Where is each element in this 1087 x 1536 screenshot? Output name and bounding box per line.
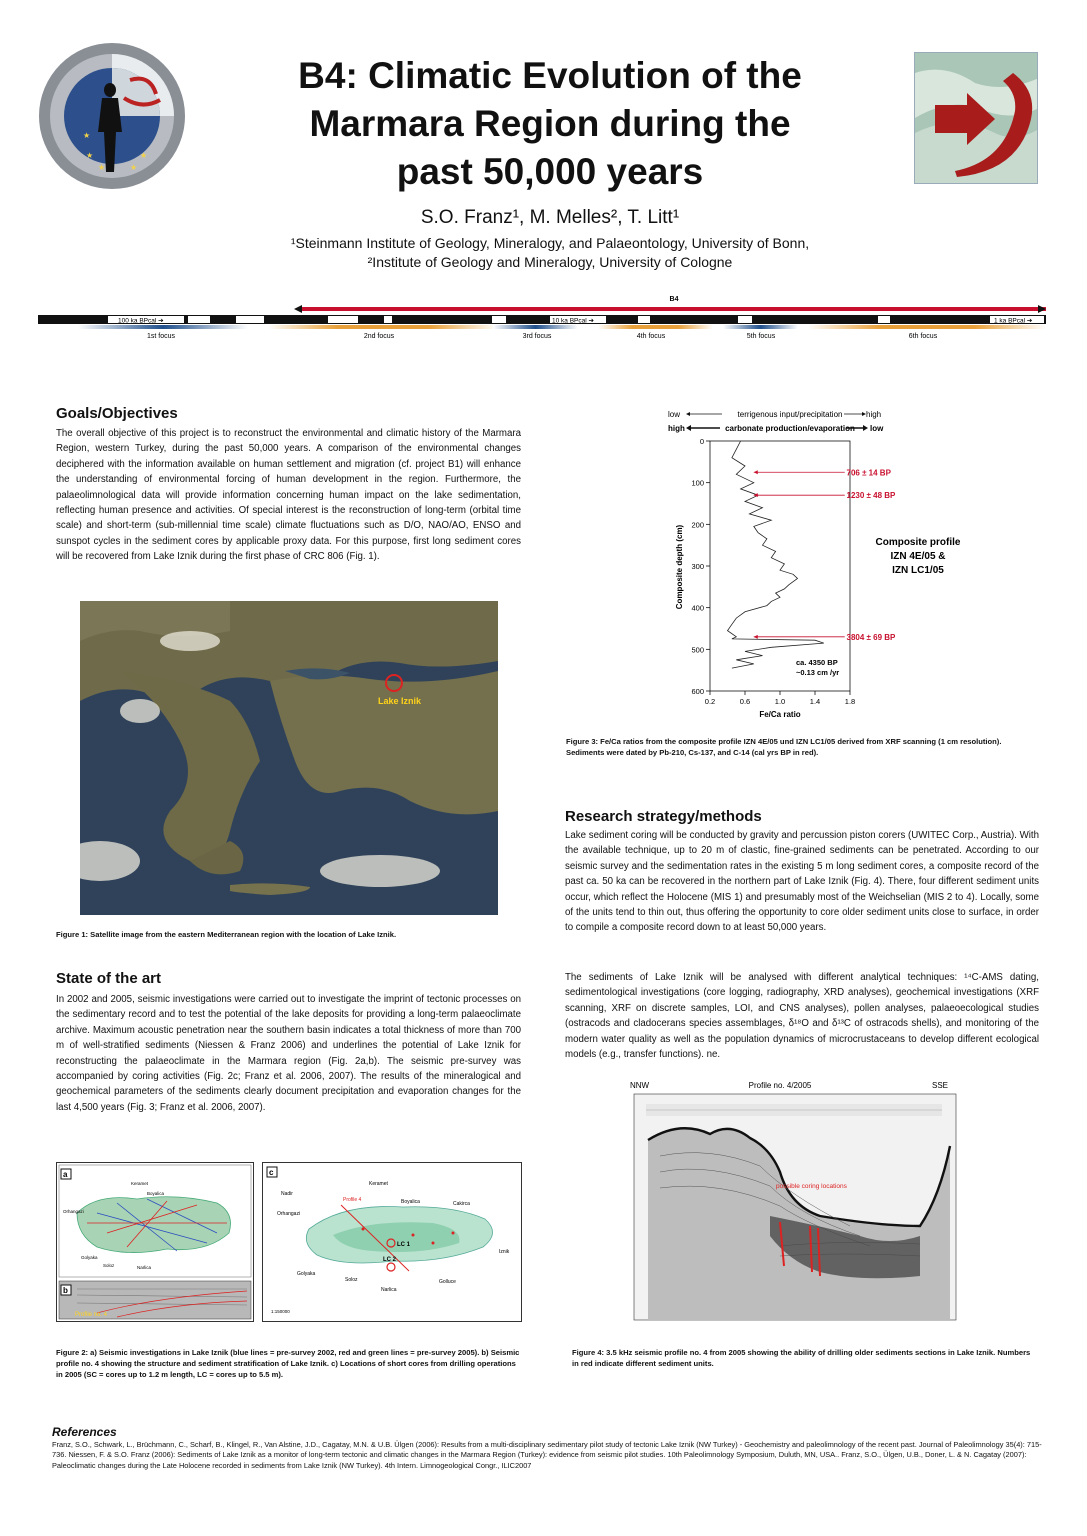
- date-label: 1230 ± 48 BP: [846, 491, 896, 501]
- fig4-coring-label: possible coring locations: [776, 1183, 847, 1190]
- goals-text: The overall objective of this project is to reconstruct the environmental and climatic history of the Marmara Region, western Turkey, during the past 50,000 years. A comparison of the environmental changes deciphered with the information available on human settlement and migration (cf. project B1) will enhance the understanding of environmental forcing of human development in the region. Furthermore, the palaeolimnological data will provide information concerning human impact on the lake sedimentation, reflecting human presence and activities. Of special interest is the reconstruction of long-term (orbital time scale) and short-term (sub-millennial time scale) climate fluctuations such as D/O, NAO/AO, ENSO and sunspot cycles in the sediment cores by applicable proxy data. For this purpose, first long sediment cores will be recovered from Lake Iznik during the first phase of CRC 806 (Fig. 1).: [56, 428, 521, 563]
- x-tick-label: 1.4: [809, 697, 821, 706]
- fig2-cakirca: Cakirca: [453, 1201, 470, 1207]
- fig2-profile4: Profile 4: [343, 1197, 362, 1203]
- figure-2-caption: Figure 2: a) Seismic investigations in Lake Iznik (blue lines = pre-survey 2002, red and green lines = pre-survey 2005). b) Seismic profile no. 4 showing the structure and sediment stratification of Lake Iznik. c) Locations of short cores from drilling operations in 2005 (SC = cores up to 1.2 m length, LC = cores up to 5.5 m).: [56, 1348, 520, 1379]
- fig2-boyalica-a: Boyalica: [147, 1191, 165, 1196]
- y-tick-label: 400: [691, 603, 704, 613]
- date-label: 706 ± 14 BP: [846, 468, 891, 478]
- date-label: 3804 ± 69 BP: [846, 632, 896, 642]
- fig2-soloz: Soloz: [345, 1277, 358, 1283]
- fig2-orhangazi: Orhangazi: [277, 1211, 301, 1217]
- research-text-2: The sediments of Lake Iznik will be analysed with different analytical techniques: ¹⁴C-AMS dating, sedimentological investigations (core logging, radiography, XRD analyses), geochemical investigations (XRF scanning, XRF on discrete samples, LOI, and CNS analyses), pollen analyses, palaeoecological studies (ostracods and cladocerans species assemblages, δ¹⁸O and δ¹³C of ostracods shells), and monitoring of the modern water quality as well as the population dynamics of microcrustaceans to develop different ecological models (e.g., transfer functions). ne.: [565, 972, 1039, 1061]
- fig3-profile-label1: Composite profile: [875, 537, 961, 548]
- poster-title: B4: Climatic Evolution of the Marmara Region during the past 50,000 years: [298, 55, 802, 192]
- fig3-plot-area: [710, 441, 850, 691]
- fig2-lc1: LC 1: [397, 1242, 411, 1248]
- y-tick-label: 200: [691, 520, 704, 530]
- focus-4: 4th focus: [636, 333, 666, 340]
- timeline-b4-label: B4: [669, 296, 679, 303]
- figure-2-panels-ab: [56, 1162, 254, 1322]
- map-logo: [914, 52, 1038, 184]
- x-tick-label: 0.6: [739, 697, 751, 706]
- fig3-top-high: high: [866, 410, 882, 419]
- fig3-top-low: low: [668, 410, 681, 419]
- panel-c-label: c: [269, 1168, 274, 1177]
- figure-4-caption: Figure 4: 3.5 kHz seismic profile no. 4 from 2005 showing the ability of drilling older sediments sections in Lake Iznik. Numbers in red indicate different sediment units.: [572, 1348, 1031, 1368]
- svg-text:★: ★: [98, 163, 106, 172]
- panel-a-label: a: [63, 1170, 68, 1179]
- focus-3: 3rd focus: [522, 333, 552, 340]
- references-heading: References: [52, 1425, 117, 1439]
- figure-1-caption: Figure 1: Satellite image from the eastern Mediterranean region with the location of Lake Iznik.: [56, 930, 397, 939]
- svg-text:★: ★: [130, 163, 138, 172]
- focus-1: 1st focus: [146, 333, 176, 340]
- fig3-top-mid: terrigenous input/precipitation: [737, 410, 843, 419]
- fig2-boyalica: Boyalica: [401, 1199, 420, 1205]
- x-tick-label: 1.0: [774, 697, 786, 706]
- fig3-ylabel: Composite depth (cm): [675, 524, 684, 610]
- authors: S.O. Franz¹, M. Melles², T. Litt¹: [420, 207, 680, 228]
- fig2-keramet: Keramet: [369, 1181, 388, 1187]
- fig2-golyaka-a: Golyaka: [81, 1255, 98, 1260]
- focus-2: 2nd focus: [363, 333, 395, 340]
- y-tick-label: 0: [699, 437, 704, 446]
- date-marker-arrow: [754, 635, 758, 639]
- focus-6: 6th focus: [908, 333, 938, 340]
- research-heading: Research strategy/methods: [565, 808, 762, 825]
- fig2-orhangazi-a: Orhangazi: [63, 1209, 84, 1214]
- state-of-art-text: In 2002 and 2005, seismic investigations were carried out to investigate the imprint of tectonic processes on the sedimentary record and to test the potential of the lake deposits for providing a long-term palaeoclimate archive. Maximum acoustic penetration near the southern basin indicates a total thickness of more than 700 m of well-stratified sediments (Niessen & Franz 2006) and underlines the potential of Lake Iznik for reconstructing the palaeoclimate in the Marmara region (Fig. 2a,b). The seismic pre-survey was accompanied by coring activities (Fig. 2c; Franz et al. 2006, 2007). The results of the mineralogical and geochemical parameters of the sediments clearly document precipitation and evaporation changes for the last 4,500 years (Fig. 3; Franz et al. 2006, 2007).: [56, 994, 521, 1113]
- fig2-scale: 1:150000: [271, 1309, 290, 1314]
- y-tick-label: 300: [691, 562, 704, 571]
- lake-iznik-label: Lake Iznik: [378, 696, 422, 706]
- fig4-nnw: NNW: [630, 1081, 650, 1090]
- fig2-keramet-a: Keramet: [131, 1181, 149, 1186]
- fig2-iznik: Iznik: [499, 1249, 510, 1255]
- fig3-profile-label3: IZN LC1/05: [892, 565, 944, 576]
- svg-text:★: ★: [140, 151, 148, 160]
- fig2-soloz-a: Soloz: [103, 1263, 115, 1268]
- panel-b-label: b: [63, 1286, 68, 1295]
- figure-2-panel-c: [262, 1162, 522, 1322]
- marker-100ka: 100 ka BPcal ➔: [118, 317, 164, 325]
- marker-10ka: 10 ka BPcal ➔: [552, 317, 594, 325]
- fig4-sse: SSE: [932, 1081, 949, 1090]
- x-tick-label: 1.8: [844, 697, 856, 706]
- fig2-golyaka: Golyaka: [297, 1271, 316, 1277]
- fig3-profile-label2: IZN 4E/05 &: [890, 551, 946, 562]
- svg-text:★: ★: [83, 131, 91, 140]
- fig2-narlica-a: Narlica: [137, 1265, 152, 1270]
- fig3-second-low: low: [870, 424, 884, 433]
- fe-ca-series-line: [728, 441, 824, 668]
- fig2-nadir: Nadir: [281, 1191, 293, 1197]
- affiliation-2: ²Institute of Geology and Mineralogy, University of Cologne: [367, 254, 733, 270]
- figure-3-caption: Figure 3: Fe/Ca ratios from the composite profile IZN 4E/05 und IZN LC1/05 derived from XRF scanning (1 cm resolution). Sediments were dated by Pb-210, Cs-137, and C-14 (cal yrs BP in red).: [566, 737, 1002, 757]
- fig2-narlica: Narlica: [381, 1287, 397, 1293]
- fig3-note1: ca. 4350 BP: [796, 658, 838, 667]
- focus-5: 5th focus: [746, 333, 776, 340]
- fig2-lc2: LC 2: [383, 1257, 397, 1263]
- fig3-second-high: high: [668, 424, 685, 433]
- marker-1ka: 1 ka BPcal ➔: [994, 317, 1033, 325]
- svg-text:★: ★: [86, 151, 94, 160]
- profile-no4-label: Profile no. 4: [75, 1312, 108, 1318]
- fig3-xlabel: Fe/Ca ratio: [759, 710, 801, 719]
- fig3-second-mid: carbonate production/evaporation: [725, 424, 855, 433]
- satellite-image: [80, 601, 498, 915]
- project-timeline: [38, 292, 1048, 348]
- crc-logo: [38, 42, 186, 190]
- fe-ca-chart: [660, 405, 1040, 725]
- fig3-note2: ~0.13 cm /yr: [796, 668, 840, 677]
- research-text-1: Lake sediment coring will be conducted by gravity and percussion piston corers (UWITEC Corp., Austria). With the available technique, up to 20 m of clastic, fine-grained sediments can be penetrated. According to our seismic survey and the sedimentation rates in the existing 5 m long sediment cores, a composite record of the past ca. 50 ka can be recovered in the northern part of Lake Iznik (Fig. 4). There, four different sediment units occur, which reflect the Holocene (MIS 1) and presumably most of the Weichselian (MIS 2 to 4). Locally, some of the units tend to thin out, thus offering the opportunity to core older sediment units close to surface, in order to compile a composite record down to at least 50,000 years.: [565, 830, 1039, 934]
- references-text: Franz, S.O., Schwark, L., Brüchmann, C., Scharf, B., Klingel, R., Van Alstine, J.D., Cagatay, M.N. & U.B. Ülgen (2006): Results from a multi-disciplinary sedimentary pilot study of tectonic Lake Iznik (NW Turkey) - Geochemistry and paleolimnology of the recent past. Journal of Paleolimnology 35(4): 715-736. Niessen, F. & S.O. Franz (2006): Sediments of Lake Iznik as a monitor of long-term tectonic and climatic changes in the Marmara Region (Turkey): evidence from seismic pilot studies. 10th Paleolimnology Symposium, Duluth, MN, USA.. Franz, S.O., Ülgen, U.B., Doner, L. & N. Cagatay (2007): Paleoclimatic changes during the Late Holocene recorded in sediments from Lake Iznik (NW Turkey). 4th Intern. Limnogeological Congr., ILIC2007: [52, 1440, 1042, 1470]
- x-tick-label: 0.2: [704, 697, 716, 706]
- fig4-title: Profile no. 4/2005: [748, 1081, 812, 1090]
- seismic-profile-figure: [620, 1076, 972, 1321]
- goals-heading: Goals/Objectives: [56, 405, 178, 422]
- fig2-golluce: Golluce: [439, 1279, 456, 1285]
- date-marker-arrow: [754, 470, 758, 474]
- y-tick-label: 500: [691, 645, 704, 655]
- state-of-art-heading: State of the art: [56, 970, 162, 987]
- y-tick-label: 600: [691, 687, 704, 696]
- b4-span-bar: [300, 307, 1046, 311]
- y-tick-label: 100: [691, 478, 704, 488]
- affiliation-1: ¹Steinmann Institute of Geology, Mineralogy, and Palaeontology, University of Bonn,: [290, 235, 810, 251]
